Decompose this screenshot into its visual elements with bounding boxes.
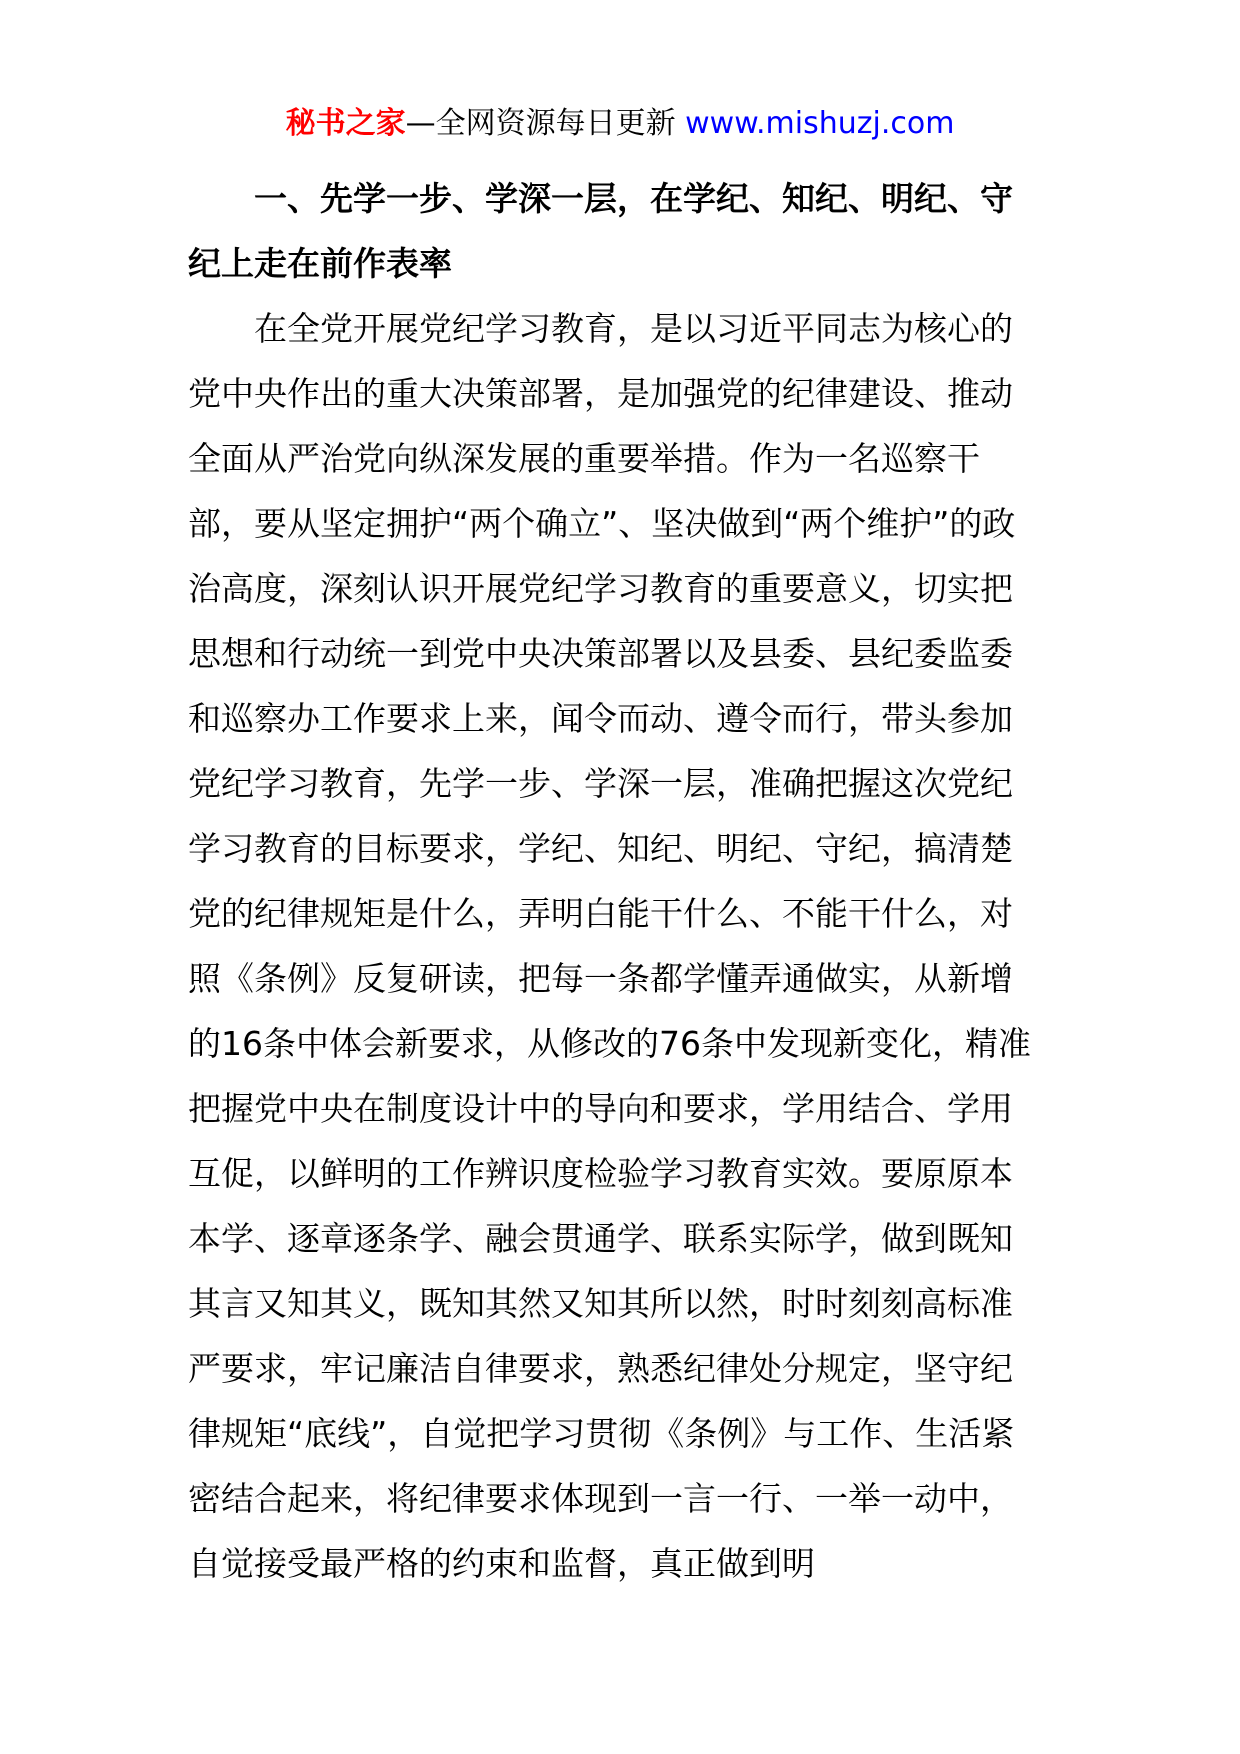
document-body [188,166,1036,1596]
body-paragraph: 在全党开展党纪学习教育，是以习近平同志为核心的党中央作出的重大决策部署，是加强党的纪律建设、推动全面从严治党向纵深发展的重要举措。作为一名巡察干部，要从坚定拥护“两个确立”、坚决做到“两个维护”的政治高度，深刻认识开展党纪学习教育的重要意义，切实把思想和行动统一到党中央决策部署以及县委、县纪委监委和巡察办工作要求上来，闻令而动、遵令而行，带头参加党纪学习教育，先学一步、学深一层，准确把握这次党纪学习教育的目标要求，学纪、知纪、明纪、守纪，搞清楚党的纪律规矩是什么，弄明白能干什么、不能干什么，对照《条例》反复研读，把每一条都学懂弄通做实，从新增的16条中体会新要求，从修改的76条中发现新变化，精准把握党中央在制度设计中的导向和要求，学用结合、学用互促，以鲜明的工作辨识度检验学习教育实效。要原原本本学、逐章逐条学、融会贯通学、联系实际学，做到既知其言又知其义，既知其然又知其所以然，时时刻刻高标准严要求，牢记廉洁自律要求，熟悉纪律处分规定，坚守纪律规矩“底线”，自觉把学习贯彻《条例》与工作、生活紧密结合起来，将纪律要求体现到一言一行、一举一动中，自觉接受最严格的约束和监督，真正做到明 [188,309,1031,1583]
site-link[interactable]: www.mishuzj.com [685,106,955,141]
page-header [0,102,1240,146]
section-heading: 一、先学一步、学深一层，在学纪、知纪、明纪、守纪上走在前作表率 [188,179,1013,283]
header-tagline: —全网资源每日更新 [405,106,686,141]
brand-name: 秘书之家 [285,106,406,141]
